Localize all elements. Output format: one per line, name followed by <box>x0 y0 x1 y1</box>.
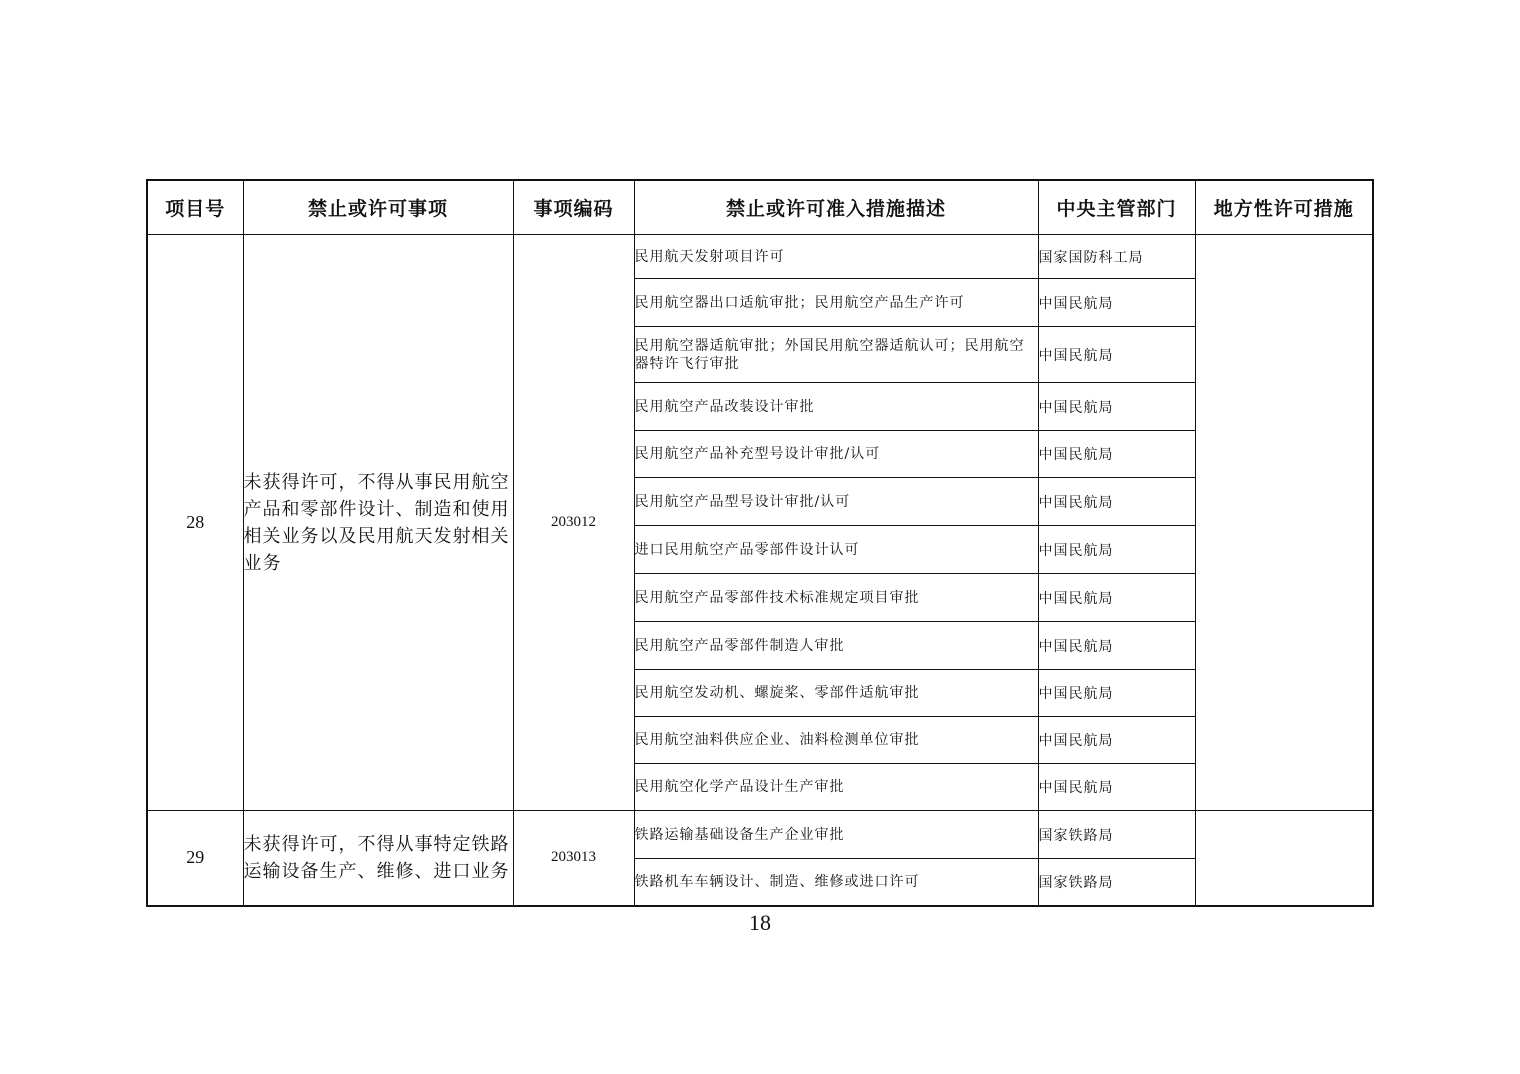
header-row <box>147 180 1373 235</box>
measure-desc: 民用航空油料供应企业、油料检测单位审批 <box>634 717 1038 764</box>
header-matter: 禁止或许可事项 <box>243 180 513 235</box>
table-row <box>147 235 1373 279</box>
header-department: 中央主管部门 <box>1038 180 1195 235</box>
measure-desc: 进口民用航空产品零部件设计认可 <box>634 526 1038 574</box>
department-cell: 中国民航局 <box>1038 478 1195 526</box>
department-cell: 中国民航局 <box>1038 279 1195 327</box>
permit-table <box>146 179 1374 907</box>
measure-desc: 民用航天发射项目许可 <box>634 235 1038 279</box>
measure-desc: 民用航空产品改装设计审批 <box>634 383 1038 431</box>
header-measure: 禁止或许可准入措施描述 <box>634 180 1038 235</box>
department-cell: 国家铁路局 <box>1038 859 1195 906</box>
code-cell: 203012 <box>513 235 634 811</box>
department-cell: 中国民航局 <box>1038 670 1195 717</box>
matter-cell: 未获得许可，不得从事特定铁路运输设备生产、维修、进口业务 <box>243 811 513 906</box>
department-cell: 中国民航局 <box>1038 383 1195 431</box>
department-cell: 国家铁路局 <box>1038 811 1195 859</box>
header-code: 事项编码 <box>513 180 634 235</box>
department-cell: 中国民航局 <box>1038 764 1195 811</box>
department-cell: 中国民航局 <box>1038 622 1195 670</box>
measure-desc: 民用航空产品补充型号设计审批/认可 <box>634 431 1038 478</box>
page-number: 18 <box>749 910 771 935</box>
department-cell: 中国民航局 <box>1038 526 1195 574</box>
measure-desc: 民用航空器出口适航审批；民用航空产品生产许可 <box>634 279 1038 327</box>
code-cell: 203013 <box>513 811 634 906</box>
department-cell: 中国民航局 <box>1038 327 1195 383</box>
measure-desc: 民用航空化学产品设计生产审批 <box>634 764 1038 811</box>
local-measure-cell <box>1195 235 1373 811</box>
measure-desc: 民用航空发动机、螺旋桨、零部件适航审批 <box>634 670 1038 717</box>
measure-desc: 铁路运输基础设备生产企业审批 <box>634 811 1038 859</box>
measure-desc: 民用航空产品零部件制造人审批 <box>634 622 1038 670</box>
measure-desc: 铁路机车车辆设计、制造、维修或进口许可 <box>634 859 1038 906</box>
department-cell: 中国民航局 <box>1038 431 1195 478</box>
measure-desc: 民用航空产品型号设计审批/认可 <box>634 478 1038 526</box>
department-cell: 中国民航局 <box>1038 574 1195 622</box>
department-cell: 中国民航局 <box>1038 717 1195 764</box>
header-item-no: 项目号 <box>147 180 243 235</box>
department-cell: 国家国防科工局 <box>1038 235 1195 279</box>
table-row <box>147 811 1373 859</box>
item-number: 29 <box>147 811 243 906</box>
measure-desc: 民用航空器适航审批；外国民用航空器适航认可；民用航空器特许飞行审批 <box>634 327 1038 383</box>
matter-cell: 未获得许可，不得从事民用航空产品和零部件设计、制造和使用相关业务以及民用航天发射相关业务 <box>243 235 513 811</box>
item-number: 28 <box>147 235 243 811</box>
header-local: 地方性许可措施 <box>1195 180 1373 235</box>
measure-desc: 民用航空产品零部件技术标准规定项目审批 <box>634 574 1038 622</box>
local-measure-cell <box>1195 811 1373 906</box>
